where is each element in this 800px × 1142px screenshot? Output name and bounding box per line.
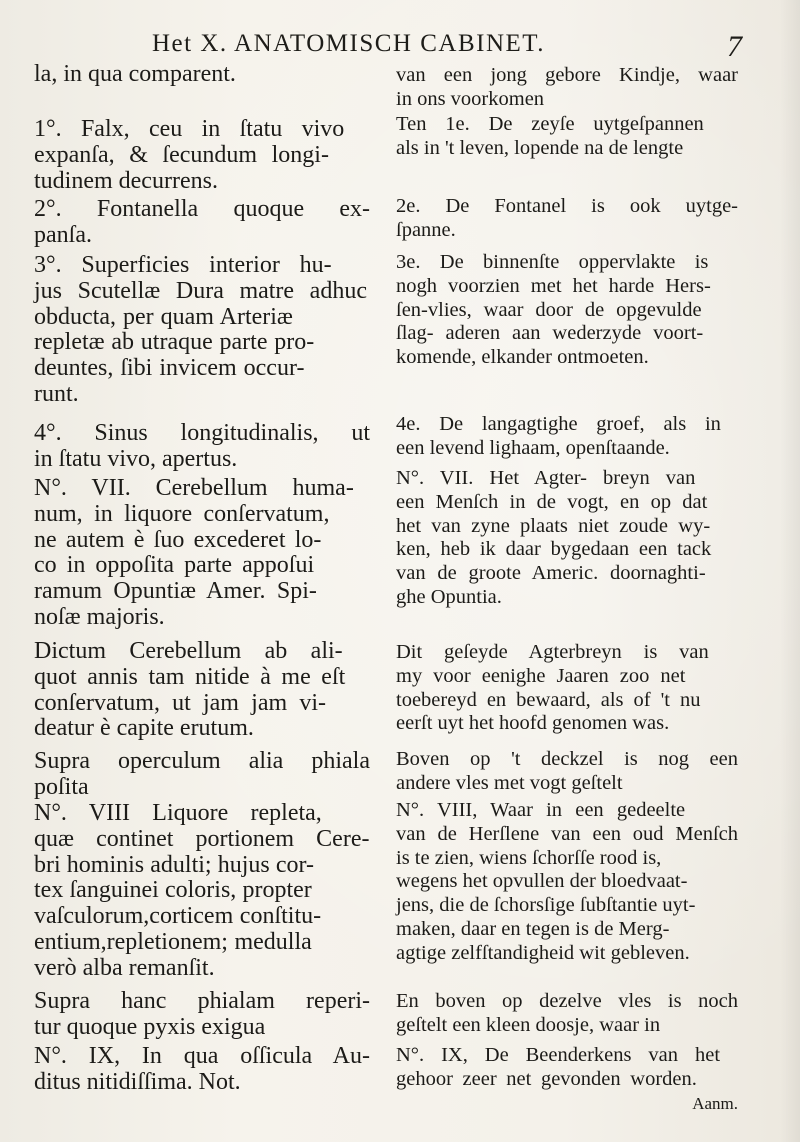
dutch-paragraph [396, 467, 711, 610]
latin-paragraph [34, 253, 367, 408]
text-line: van de groote Americ. doornaghti- [396, 562, 706, 585]
text-line: obducta, per quam Arteriæ [34, 303, 293, 330]
running-title: Het X. ANATOMISCH CABINET. [152, 30, 545, 57]
text-line: noſæ majoris. [34, 603, 165, 630]
dutch-paragraph [396, 113, 704, 161]
page-number: 7 [727, 30, 742, 63]
text-line: En boven op dezelve vles is noch [396, 990, 738, 1012]
dutch-paragraph [396, 64, 738, 112]
text-line: ne autem è ſuo excederet lo- [34, 526, 322, 553]
text-line: 3e. De binnenſte oppervlakte is [396, 251, 709, 273]
text-line: 2e. De Fontanel is ook uytge- [396, 195, 738, 217]
text-line: quæ continet portionem Cere- [34, 825, 370, 852]
text-line: als in 't leven, lopende na de lengte [396, 136, 684, 159]
text-line: maken, daar en tegen is de Merg- [396, 917, 670, 940]
dutch-paragraph [396, 413, 721, 461]
dutch-paragraph [396, 990, 738, 1038]
text-line: N°. VIII Liquore repleta, [34, 800, 322, 826]
text-line: nogh voorzien met het harde Hers- [396, 274, 711, 297]
text-line: geſtelt een kleen doosje, waar in [396, 1013, 661, 1036]
text-line: panſa. [34, 221, 92, 248]
dutch-paragraph [396, 641, 709, 736]
dutch-paragraph [396, 1044, 738, 1115]
text-line: Dictum Cerebellum ab ali- [34, 638, 343, 664]
text-line: 4e. De langagtighe groef, als in [396, 413, 721, 435]
text-line: jus Scutellæ Dura matre adhuc [34, 277, 367, 304]
dutch-paragraph [396, 799, 738, 966]
text-line: tex ſanguinei coloris, propter [34, 877, 312, 904]
text-line: Aanm. [692, 1093, 738, 1113]
latin-paragraph [34, 476, 354, 631]
latin-paragraph [34, 801, 369, 982]
text-line: 1°. Falx, ceu in ſtatu vivo [34, 116, 345, 142]
text-line: is te zien, wiens ſchorſſe rood is, [396, 846, 662, 869]
latin-paragraph [34, 197, 370, 249]
text-line: poſita [34, 773, 89, 800]
text-line: expanſa, & ſecundum longi- [34, 141, 329, 168]
latin-paragraph [34, 117, 344, 194]
text-line: Dit geſeyde Agterbreyn is van [396, 641, 709, 663]
text-line: het van zyne plaats niet zoude wy- [396, 514, 711, 537]
latin-paragraph [34, 421, 370, 473]
text-line: deuntes, ſibi invicem occur- [34, 355, 305, 382]
text-line: van een jong gebore Kindje, waar [396, 64, 738, 86]
text-line: wegens het opvullen der bloedvaat- [396, 870, 688, 893]
text-line: toebereyd en bewaard, als of 't nu [396, 688, 701, 711]
text-line: ſlag- aderen aan wederzyde voort- [396, 322, 704, 345]
text-line: entium,repletionem; medulla [34, 928, 312, 955]
text-line: agtige zelfſtandigheid wit gebleven. [396, 941, 690, 964]
text-line: komende, elkander ontmoeten. [396, 346, 649, 369]
text-line: van de Herſlene van een oud Menſch [396, 822, 738, 845]
text-line: ken, heb ik daar bygedaan een tack [396, 538, 712, 561]
text-line: ditus nitidiſſima. Not. [34, 1068, 241, 1095]
text-line: conſervatum, ut jam jam vi- [34, 689, 326, 716]
page-edge-shadow [780, 0, 800, 1142]
text-line: andere vles met vogt geſtelt [396, 771, 623, 794]
text-line: co in oppoſita parte appoſui [34, 552, 315, 579]
text-line: in ons voorkomen [396, 87, 545, 110]
text-line: N°. IX, In qua oſſicula Au- [34, 1043, 370, 1069]
text-line: N°. IX, De Beenderkens van het [396, 1044, 721, 1066]
text-line: 3°. Superficies interior hu- [34, 252, 332, 278]
text-line: Supra hanc phialam reperi- [34, 988, 370, 1014]
text-line: ramum Opuntiæ Amer. Spi- [34, 578, 317, 605]
dutch-paragraph [396, 195, 738, 243]
text-line: tur quoque pyxis exigua [34, 1013, 266, 1040]
text-line: in ſtatu vivo, apertus. [34, 445, 238, 472]
text-line: ghe Opuntia. [396, 585, 502, 608]
text-line: N°. VII. Cerebellum huma- [34, 475, 354, 501]
text-line: quot annis tam nitide à me eſt [34, 663, 346, 690]
text-line: verò alba remanſit. [34, 954, 215, 981]
text-line: Ten 1e. De zeyſe uytgeſpannen [396, 113, 704, 135]
dutch-paragraph [396, 251, 711, 370]
text-line: deatur è capite erutum. [34, 715, 254, 742]
text-line: ſpanne. [396, 218, 456, 241]
latin-paragraph [34, 62, 236, 88]
text-line: bri hominis adulti; hujus cor- [34, 851, 315, 878]
text-line: 2°. Fontanella quoque ex- [34, 196, 370, 222]
text-line: een levend lighaam, openſtaande. [396, 436, 670, 459]
text-line: gehoor zeer net gevonden worden. [396, 1067, 697, 1090]
latin-paragraph [34, 1044, 370, 1096]
text-line: Boven op 't deckzel is nog een [396, 748, 738, 770]
text-line: ſen-vlies, waar door de opgevulde [396, 298, 702, 321]
text-line: tudinem decurrens. [34, 167, 218, 194]
text-line: my voor eenighe Jaaren zoo net [396, 664, 686, 687]
dutch-paragraph [396, 748, 738, 796]
latin-paragraph [34, 639, 345, 742]
text-line: repletæ ab utraque parte pro- [34, 329, 315, 356]
text-line: N°. VII. Het Agter- breyn van [396, 467, 696, 489]
text-line: jens, die de ſchorsſige ſubſtantie uyt- [396, 894, 696, 917]
text-line: een Menſch in de vogt, en op dat [396, 490, 708, 513]
text-line: Supra operculum alia phiala [34, 748, 370, 774]
text-line: vaſculorum,corticem conſtitu- [34, 903, 322, 930]
text-line: la, in qua comparent. [34, 61, 236, 87]
text-line: 4°. Sinus longitudinalis, ut [34, 420, 370, 446]
text-line: N°. VIII, Waar in een gedeelte [396, 799, 686, 821]
latin-paragraph [34, 989, 370, 1041]
text-line: eerſt uyt het hoofd genomen was. [396, 712, 670, 735]
text-line: runt. [34, 380, 79, 407]
latin-paragraph [34, 749, 370, 801]
text-line: num, in liquore conſervatum, [34, 500, 330, 527]
